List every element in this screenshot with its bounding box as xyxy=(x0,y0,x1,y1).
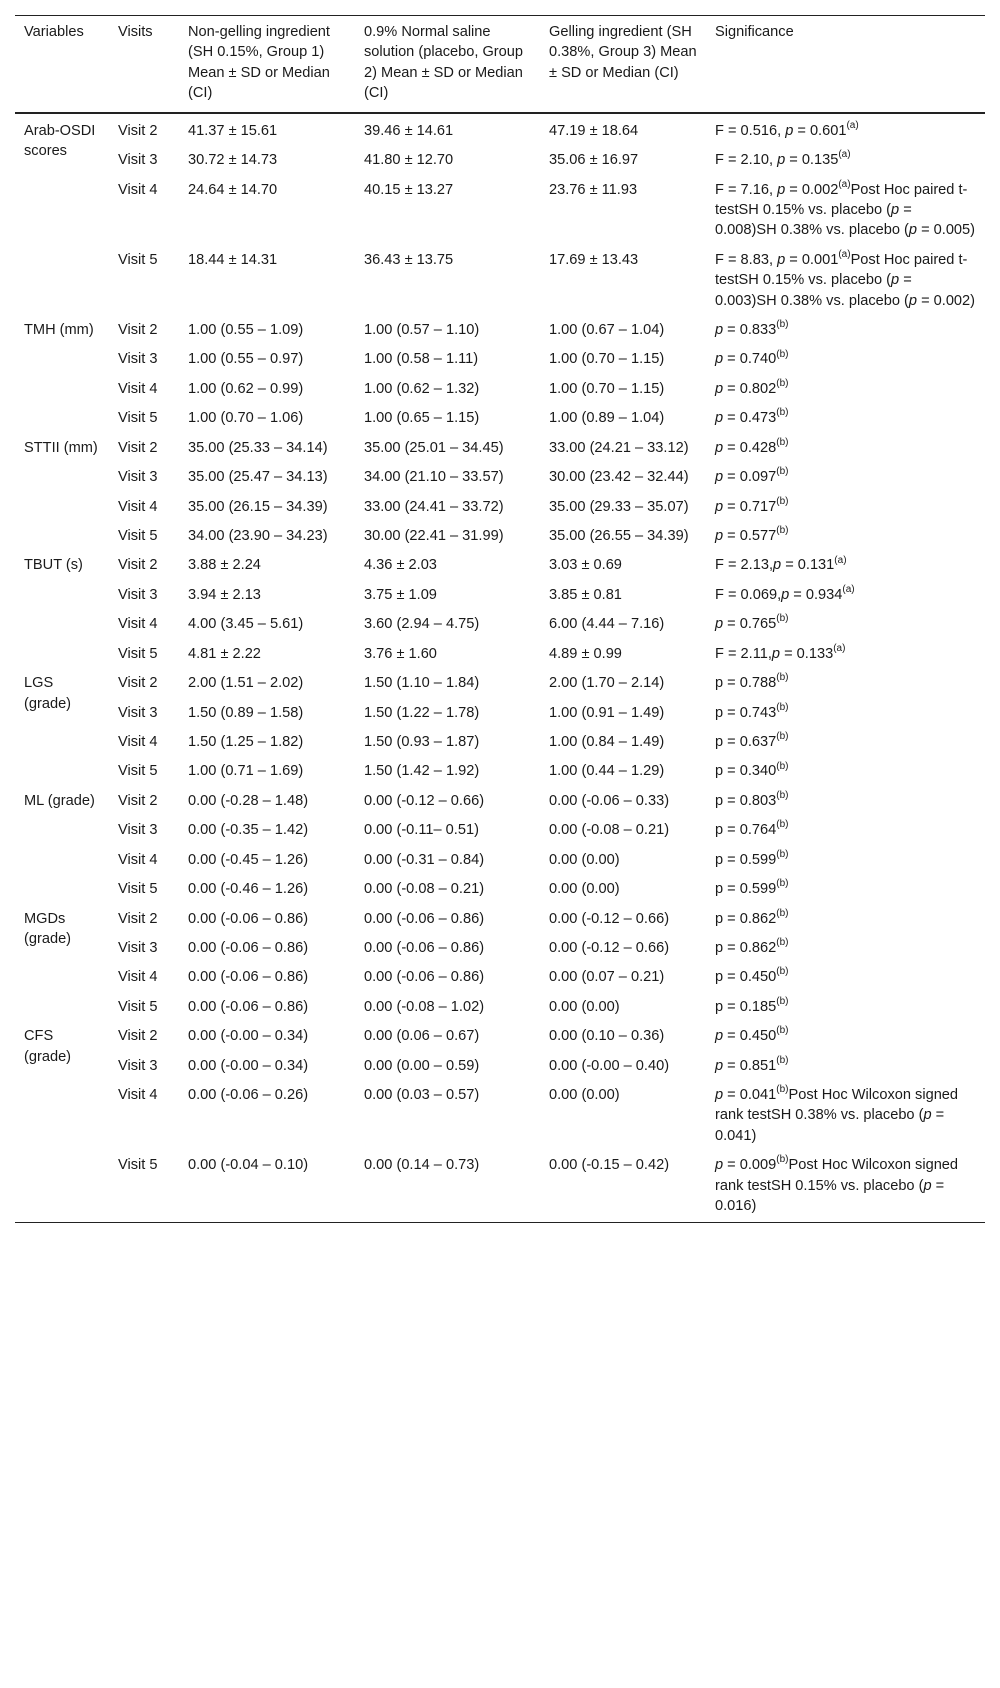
group2-value-cell: 30.00 (22.41 – 31.99) xyxy=(364,528,504,545)
significance-cell: $p = 0.717^{(b)}$ xyxy=(715,495,789,515)
group3-value-cell: 1.00 (0.70 – 1.15) xyxy=(549,380,665,397)
visit-cell: Visit 4 xyxy=(118,498,158,515)
significance-cell: F = 2.10, $p = 0.135^{(a)}$ xyxy=(715,149,851,169)
significance-cell: $p = 0.851^{(b)}$ xyxy=(715,1054,789,1074)
group3-value-cell: 0.00 (0.00) xyxy=(549,1087,620,1104)
table-row xyxy=(15,905,985,934)
group3-value-cell: 1.00 (0.89 – 1.04) xyxy=(549,410,665,427)
header-row xyxy=(15,16,985,113)
visit-cell: Visit 2 xyxy=(118,675,158,692)
group2-value-cell: 0.00 (0.03 – 0.57) xyxy=(364,1087,480,1104)
visit-cell: Visit 2 xyxy=(118,122,158,139)
table-row xyxy=(15,610,985,639)
visit-cell: Visit 4 xyxy=(118,969,158,986)
group1-value-cell: 1.00 (0.55 – 1.09) xyxy=(188,322,304,339)
variable-cell: STTII (mm) xyxy=(24,439,98,456)
group1-value-cell: 24.64 ± 14.70 xyxy=(188,181,278,198)
group2-value-cell: 1.50 (1.10 – 1.84) xyxy=(364,675,480,692)
visit-cell: Visit 5 xyxy=(118,998,158,1015)
group1-value-cell: 0.00 (-0.45 – 1.26) xyxy=(188,851,309,868)
group1-value-cell: 0.00 (-0.00 – 0.34) xyxy=(188,1057,309,1074)
significance-cell: $p = 0.637^{(b)}$ xyxy=(715,731,789,750)
group2-value-cell: 4.36 ± 2.03 xyxy=(364,557,437,574)
significance-cell: $p = 0.009^{(b)}Post$ Hoc Wilcoxon signed rank testSH 0.15% vs. placebo (p = 0.016) xyxy=(715,1154,959,1215)
visit-cell: Visit 3 xyxy=(118,1057,158,1074)
significance-cell: $p = 0.862^{(b)}$ xyxy=(715,907,789,927)
table-body xyxy=(15,113,985,1222)
table-row xyxy=(15,1022,985,1051)
group3-value-cell: 1.00 (0.84 – 1.49) xyxy=(549,733,665,750)
group2-value-cell: 3.76 ± 1.60 xyxy=(364,645,437,662)
visit-cell: Visit 2 xyxy=(118,910,158,927)
group1-value-cell: 30.72 ± 14.73 xyxy=(188,152,278,169)
results-table xyxy=(15,15,985,1223)
table-row xyxy=(15,816,985,845)
group3-value-cell: 35.00 (26.55 – 34.39) xyxy=(549,528,689,545)
significance-cell: $p = 0.450^{(b)}$ xyxy=(715,966,789,986)
visit-cell: Visit 3 xyxy=(118,351,158,368)
group1-value-cell: 3.88 ± 2.24 xyxy=(188,557,261,574)
group1-value-cell: 0.00 (-0.06 – 0.86) xyxy=(188,969,309,986)
group2-value-cell: 0.00 (-0.08 – 1.02) xyxy=(364,998,485,1015)
group2-value-cell: 3.75 ± 1.09 xyxy=(364,586,437,603)
group2-value-cell: 1.00 (0.65 – 1.15) xyxy=(364,410,480,427)
variable-cell: CFS (grade) xyxy=(24,1028,72,1065)
group3-value-cell: 33.00 (24.21 – 33.12) xyxy=(549,439,689,456)
table-row xyxy=(15,113,985,146)
significance-cell: $p = 0.473^{(b)}$ xyxy=(715,407,789,427)
table-row xyxy=(15,345,985,374)
significance-cell: $p = 0.743^{(b)}$ xyxy=(715,701,789,721)
significance-cell: $p = 0.788^{(b)}$ xyxy=(715,672,789,692)
group1-value-cell: 1.00 (0.71 – 1.69) xyxy=(188,763,304,780)
variable-cell: Arab-OSDI scores xyxy=(24,122,96,160)
group1-value-cell: 0.00 (-0.06 – 0.86) xyxy=(188,910,309,927)
table-row xyxy=(15,846,985,875)
table-row xyxy=(15,493,985,522)
group3-value-cell: 1.00 (0.70 – 1.15) xyxy=(549,351,665,368)
group1-value-cell: 0.00 (-0.35 – 1.42) xyxy=(188,822,309,839)
table-row xyxy=(15,551,985,580)
table-row xyxy=(15,404,985,433)
group3-value-cell: 0.00 (-0.12 – 0.66) xyxy=(549,910,670,927)
table-row xyxy=(15,757,985,786)
table-row xyxy=(15,1151,985,1222)
variable-cell: LGS (grade) xyxy=(24,675,72,712)
group1-value-cell: 2.00 (1.51 – 2.02) xyxy=(188,675,304,692)
group3-value-cell: 4.89 ± 0.99 xyxy=(549,645,622,662)
group3-value-cell: 2.00 (1.70 – 2.14) xyxy=(549,675,665,692)
visit-cell: Visit 2 xyxy=(118,792,158,809)
variable-cell: TMH (mm) xyxy=(24,322,94,339)
group3-value-cell: 6.00 (4.44 – 7.16) xyxy=(549,616,665,633)
group3-value-cell: 30.00 (23.42 – 32.44) xyxy=(549,469,689,486)
table-row xyxy=(15,787,985,816)
significance-cell: $p = 0.577^{(b)}$ xyxy=(715,525,789,545)
group2-value-cell: 0.00 (-0.06 – 0.86) xyxy=(364,910,485,927)
table-row xyxy=(15,993,985,1022)
group3-value-cell: 3.03 ± 0.69 xyxy=(549,557,622,574)
group3-value-cell: 0.00 (-0.00 – 0.40) xyxy=(549,1057,670,1074)
group2-value-cell: 0.00 (-0.06 – 0.86) xyxy=(364,939,485,956)
group1-value-cell: 0.00 (-0.06 – 0.86) xyxy=(188,939,309,956)
significance-cell: $p = 0.041^{(b)}Post$ Hoc Wilcoxon signed rank testSH 0.38% vs. placebo (p = 0.041) xyxy=(715,1084,959,1144)
table-row xyxy=(15,1081,985,1151)
group3-value-cell: 0.00 (0.00) xyxy=(549,851,620,868)
group1-value-cell: 1.50 (0.89 – 1.58) xyxy=(188,704,304,721)
group2-value-cell: 0.00 (0.14 – 0.73) xyxy=(364,1157,480,1174)
table-row xyxy=(15,246,985,316)
table-row xyxy=(15,522,985,551)
visit-cell: Visit 3 xyxy=(118,152,158,169)
group2-value-cell: 1.50 (1.42 – 1.92) xyxy=(364,763,480,780)
visit-cell: Visit 4 xyxy=(118,380,158,397)
variable-cell: MGDs (grade) xyxy=(24,910,72,947)
group1-value-cell: 35.00 (25.47 – 34.13) xyxy=(188,469,328,486)
visit-cell: Visit 2 xyxy=(118,322,158,339)
visit-cell: Visit 2 xyxy=(118,1028,158,1045)
group2-value-cell: 1.50 (0.93 – 1.87) xyxy=(364,733,480,750)
visit-cell: Visit 5 xyxy=(118,251,158,268)
visit-cell: Visit 3 xyxy=(118,939,158,956)
header-group3: Gelling ingredient (SH 0.38%, Group 3) Mean ± SD or Median (CI) xyxy=(549,24,697,81)
table-row xyxy=(15,375,985,404)
table-row xyxy=(15,1052,985,1081)
header-significance: Significance xyxy=(715,24,794,40)
group2-value-cell: 36.43 ± 13.75 xyxy=(364,251,454,268)
group2-value-cell: 0.00 (-0.31 – 0.84) xyxy=(364,851,485,868)
significance-cell: $p = 0.340^{(b)}$ xyxy=(715,760,789,780)
group1-value-cell: 0.00 (-0.06 – 0.26) xyxy=(188,1087,309,1104)
group1-value-cell: 34.00 (23.90 – 34.23) xyxy=(188,528,328,545)
significance-cell: F = 7.16, $p = 0.002^{(a)}Post$ Hoc paired t- testSH 0.15% vs. placebo (p = 0.008)SH 0.38% vs. placebo (p = 0.005) xyxy=(715,178,976,239)
visit-cell: Visit 5 xyxy=(118,645,158,662)
group2-value-cell: 34.00 (21.10 – 33.57) xyxy=(364,469,504,486)
group1-value-cell: 0.00 (-0.28 – 1.48) xyxy=(188,792,309,809)
visit-cell: Visit 4 xyxy=(118,616,158,633)
group3-value-cell: 1.00 (0.67 – 1.04) xyxy=(549,322,665,339)
group3-value-cell: 0.00 (-0.08 – 0.21) xyxy=(549,822,670,839)
significance-cell: $p = 0.833^{(b)}$ xyxy=(715,319,789,339)
group3-value-cell: 0.00 (-0.12 – 0.66) xyxy=(549,939,670,956)
significance-cell: $p = 0.599^{(b)}$ xyxy=(715,878,789,898)
group1-value-cell: 0.00 (-0.06 – 0.86) xyxy=(188,998,309,1015)
group2-value-cell: 1.00 (0.57 – 1.10) xyxy=(364,322,480,339)
table-row xyxy=(15,934,985,963)
group2-value-cell: 35.00 (25.01 – 34.45) xyxy=(364,439,504,456)
visit-cell: Visit 5 xyxy=(118,763,158,780)
group1-value-cell: 1.50 (1.25 – 1.82) xyxy=(188,733,304,750)
variable-cell: TBUT (s) xyxy=(24,557,83,574)
visit-cell: Visit 4 xyxy=(118,1087,158,1104)
significance-cell: $p = 0.428^{(b)}$ xyxy=(715,436,789,456)
group2-value-cell: 41.80 ± 12.70 xyxy=(364,152,454,169)
table-row xyxy=(15,963,985,992)
group2-value-cell: 0.00 (-0.06 – 0.86) xyxy=(364,969,485,986)
table-row xyxy=(15,581,985,610)
table-row xyxy=(15,699,985,728)
group1-value-cell: 0.00 (-0.46 – 1.26) xyxy=(188,881,309,898)
table-row xyxy=(15,640,985,669)
group3-value-cell: 1.00 (0.91 – 1.49) xyxy=(549,704,665,721)
significance-cell: $F = 2.11,p = 0.133^{(a)}$ xyxy=(715,642,846,662)
visit-cell: Visit 2 xyxy=(118,557,158,574)
group3-value-cell: 0.00 (0.00) xyxy=(549,998,620,1015)
table-row xyxy=(15,728,985,757)
group1-value-cell: 4.81 ± 2.22 xyxy=(188,645,261,662)
significance-cell: $F = 0.069,p = 0.934^{(a)}$ xyxy=(715,584,855,603)
table-row xyxy=(15,146,985,175)
visit-cell: Visit 5 xyxy=(118,1157,158,1174)
group2-value-cell: 0.00 (-0.08 – 0.21) xyxy=(364,881,485,898)
group3-value-cell: 47.19 ± 18.64 xyxy=(549,122,639,139)
group1-value-cell: 1.00 (0.70 – 1.06) xyxy=(188,410,304,427)
group2-value-cell: 33.00 (24.41 – 33.72) xyxy=(364,498,504,515)
group1-value-cell: 4.00 (3.45 – 5.61) xyxy=(188,616,304,633)
group1-value-cell: 1.00 (0.55 – 0.97) xyxy=(188,351,304,368)
group1-value-cell: 41.37 ± 15.61 xyxy=(188,122,278,139)
visit-cell: Visit 3 xyxy=(118,704,158,721)
table-row xyxy=(15,669,985,698)
significance-cell: $F = 2.13,p = 0.131^{(a)}$ xyxy=(715,554,847,574)
group3-value-cell: 3.85 ± 0.81 xyxy=(549,586,622,603)
significance-cell: $p = 0.862^{(b)}$ xyxy=(715,937,789,956)
significance-cell: $p = 0.803^{(b)}$ xyxy=(715,789,789,809)
group2-value-cell: 1.00 (0.62 – 1.32) xyxy=(364,380,480,397)
group1-value-cell: 1.00 (0.62 – 0.99) xyxy=(188,380,304,397)
visit-cell: Visit 3 xyxy=(118,822,158,839)
group3-value-cell: 1.00 (0.44 – 1.29) xyxy=(549,763,665,780)
group3-value-cell: 0.00 (0.07 – 0.21) xyxy=(549,969,665,986)
table-row xyxy=(15,463,985,492)
group3-value-cell: 35.06 ± 16.97 xyxy=(549,152,639,169)
significance-cell: $p = 0.450^{(b)}$ xyxy=(715,1025,789,1045)
table-row xyxy=(15,434,985,463)
significance-cell: $p = 0.185^{(b)}$ xyxy=(715,995,789,1015)
group1-value-cell: 0.00 (-0.00 – 0.34) xyxy=(188,1028,309,1045)
significance-cell: F = 0.516, $p = 0.601^{(a)}$ xyxy=(715,119,859,139)
significance-cell: $p = 0.599^{(b)}$ xyxy=(715,848,789,868)
significance-cell: $p = 0.740^{(b)}$ xyxy=(715,348,789,368)
group2-value-cell: 39.46 ± 14.61 xyxy=(364,122,454,139)
header-visits: Visits xyxy=(118,24,153,40)
group2-value-cell: 1.50 (1.22 – 1.78) xyxy=(364,704,480,721)
group3-value-cell: 17.69 ± 13.43 xyxy=(549,251,639,268)
group3-value-cell: 0.00 (0.10 – 0.36) xyxy=(549,1028,665,1045)
group3-value-cell: 23.76 ± 11.93 xyxy=(549,181,638,198)
visit-cell: Visit 2 xyxy=(118,439,158,456)
significance-cell: $p = 0.802^{(b)}$ xyxy=(715,378,789,397)
group2-value-cell: 0.00 (0.06 – 0.67) xyxy=(364,1028,480,1045)
group1-value-cell: 0.00 (-0.04 – 0.10) xyxy=(188,1157,309,1174)
visit-cell: Visit 5 xyxy=(118,410,158,427)
group1-value-cell: 35.00 (25.33 – 34.14) xyxy=(188,439,328,456)
group2-value-cell: 0.00 (0.00 – 0.59) xyxy=(364,1057,480,1074)
group2-value-cell: 0.00 (-0.11– 0.51) xyxy=(364,822,479,839)
visit-cell: Visit 5 xyxy=(118,528,158,545)
group1-value-cell: 3.94 ± 2.13 xyxy=(188,586,261,603)
table-header xyxy=(15,16,985,113)
group3-value-cell: 0.00 (-0.06 – 0.33) xyxy=(549,792,670,809)
group2-value-cell: 3.60 (2.94 – 4.75) xyxy=(364,616,480,633)
visit-cell: Visit 4 xyxy=(118,733,158,750)
header-group1: Non-gelling ingredient (SH 0.15%, Group 1) Mean ± SD or Median (CI) xyxy=(188,24,330,102)
table-row xyxy=(15,875,985,904)
header-variables: Variables xyxy=(24,24,84,40)
visit-cell: Visit 4 xyxy=(118,851,158,868)
group3-value-cell: 35.00 (29.33 – 35.07) xyxy=(549,498,689,515)
visit-cell: Visit 4 xyxy=(118,181,158,198)
significance-cell: $p = 0.764^{(b)}$ xyxy=(715,819,789,839)
group1-value-cell: 18.44 ± 14.31 xyxy=(188,251,278,268)
variable-cell: ML (grade) xyxy=(24,792,95,809)
header-group2: 0.9% Normal saline solution (placebo, Group 2) Mean ± SD or Median (CI) xyxy=(364,24,524,102)
visit-cell: Visit 5 xyxy=(118,881,158,898)
significance-cell: F = 8.83, $p = 0.001^{(a)}Post$ Hoc paired t- testSH 0.15% vs. placebo (p = 0.003)SH 0.38% vs. placebo (p = 0.002) xyxy=(715,248,976,309)
significance-cell: $p = 0.765^{(b)}$ xyxy=(715,613,789,633)
table-row xyxy=(15,316,985,345)
visit-cell: Visit 3 xyxy=(118,469,158,486)
significance-cell: $p = 0.097^{(b)}$ xyxy=(715,466,789,486)
results-table-container xyxy=(15,15,985,1223)
table-row xyxy=(15,176,985,246)
group3-value-cell: 0.00 (0.00) xyxy=(549,881,620,898)
group1-value-cell: 35.00 (26.15 – 34.39) xyxy=(188,498,328,515)
group2-value-cell: 40.15 ± 13.27 xyxy=(364,181,454,198)
visit-cell: Visit 3 xyxy=(118,586,158,603)
group3-value-cell: 0.00 (-0.15 – 0.42) xyxy=(549,1157,670,1174)
group2-value-cell: 1.00 (0.58 – 1.11) xyxy=(364,351,479,368)
group2-value-cell: 0.00 (-0.12 – 0.66) xyxy=(364,792,485,809)
